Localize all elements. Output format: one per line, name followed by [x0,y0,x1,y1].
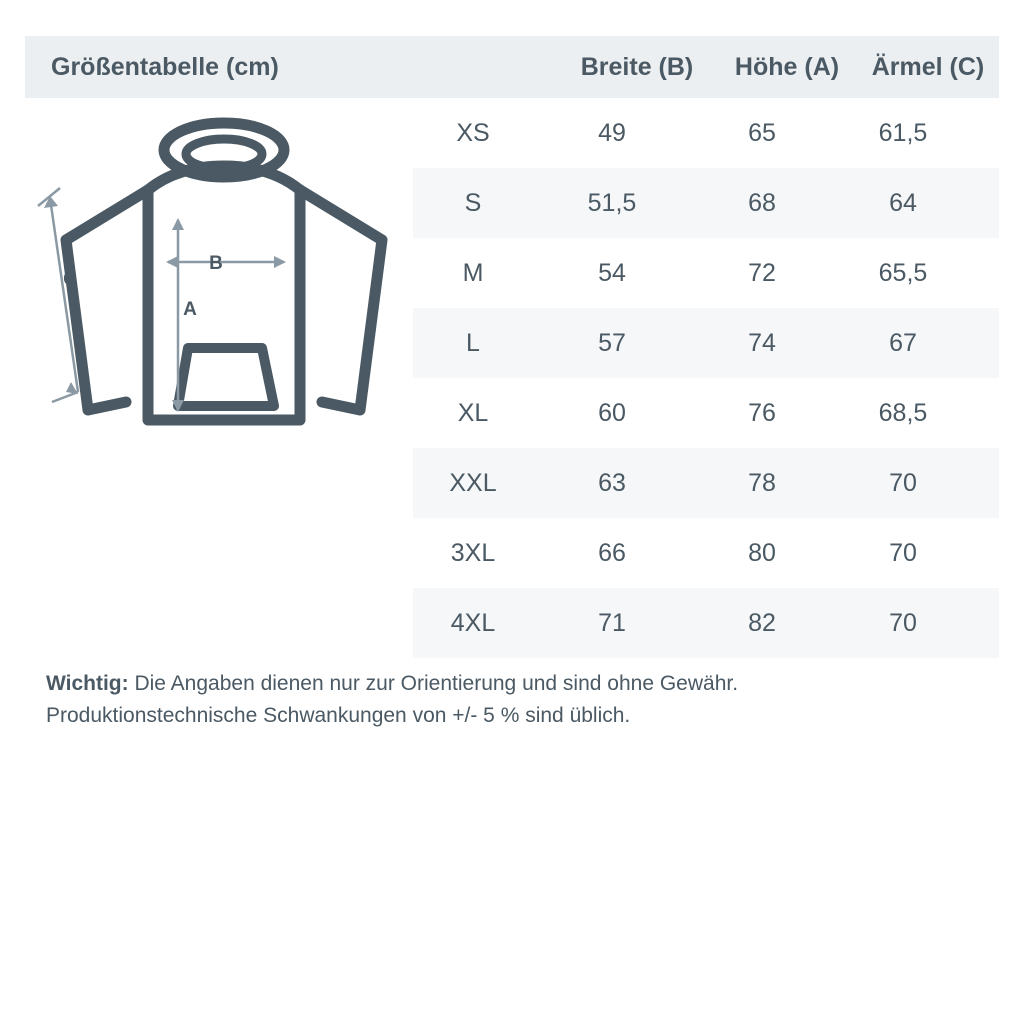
header-col-aermel: Ärmel (C) [871,52,985,81]
cell-aermel: 70 [889,608,917,637]
header-columns [438,53,998,82]
cell-hoehe: 65 [748,118,776,147]
cell-aermel: 67 [889,328,917,357]
cell-hoehe: 82 [748,608,776,637]
table-row [413,518,999,588]
hood-inner [186,139,262,169]
hoodie-pocket [178,348,274,406]
footnote-line2: Produktionstechnische Schwankungen von +/- 5 % sind üblich. [46,704,631,727]
header-col-hoehe: Höhe (A) [734,52,840,81]
cell-breite: 60 [598,398,626,427]
hoodie-outline [66,166,382,420]
cell-aermel: 61,5 [878,118,928,147]
hoodie-illustration [30,110,410,460]
header-col-breite: Breite (B) [580,52,694,81]
cell-breite: 71 [598,608,626,637]
table-header [25,36,999,98]
cell-size: 3XL [450,538,496,567]
cell-aermel: 70 [889,538,917,567]
cell-aermel: 65,5 [878,258,928,287]
page-title: Größentabelle (cm) [51,52,279,81]
cell-hoehe: 80 [748,538,776,567]
label-a: A [183,299,197,320]
label-c: C [63,269,77,290]
cell-aermel: 70 [889,468,917,497]
cell-breite: 66 [598,538,626,567]
cell-size: M [462,258,484,287]
table-row [413,308,999,378]
cell-hoehe: 74 [748,328,776,357]
footnote-line1: Die Angaben dienen nur zur Orientierung und sind ohne Gewähr. [128,672,739,695]
label-b: B [209,253,223,274]
table-row [413,588,999,658]
cell-breite: 54 [598,258,626,287]
footnote-label: Wichtig: [46,672,129,695]
cell-size: S [464,188,482,217]
cell-breite: 49 [598,118,626,147]
cell-size: L [466,328,480,357]
cell-aermel: 64 [889,188,917,217]
cell-aermel: 68,5 [878,398,928,427]
cell-breite: 51,5 [587,188,637,217]
table-row [413,98,999,168]
header-col-size [438,53,558,82]
table-row [413,378,999,448]
cell-size: XXL [449,468,497,497]
table-row [413,448,999,518]
table-row [413,168,999,238]
footnote [46,668,986,732]
cell-hoehe: 78 [748,468,776,497]
table-row [413,238,999,308]
cell-breite: 63 [598,468,626,497]
cell-hoehe: 76 [748,398,776,427]
cell-breite: 57 [598,328,626,357]
cell-hoehe: 68 [748,188,776,217]
cell-size: XL [457,398,489,427]
cell-hoehe: 72 [748,258,776,287]
cell-size: XS [456,118,490,147]
cell-size: 4XL [450,608,496,637]
size-table [413,98,999,658]
